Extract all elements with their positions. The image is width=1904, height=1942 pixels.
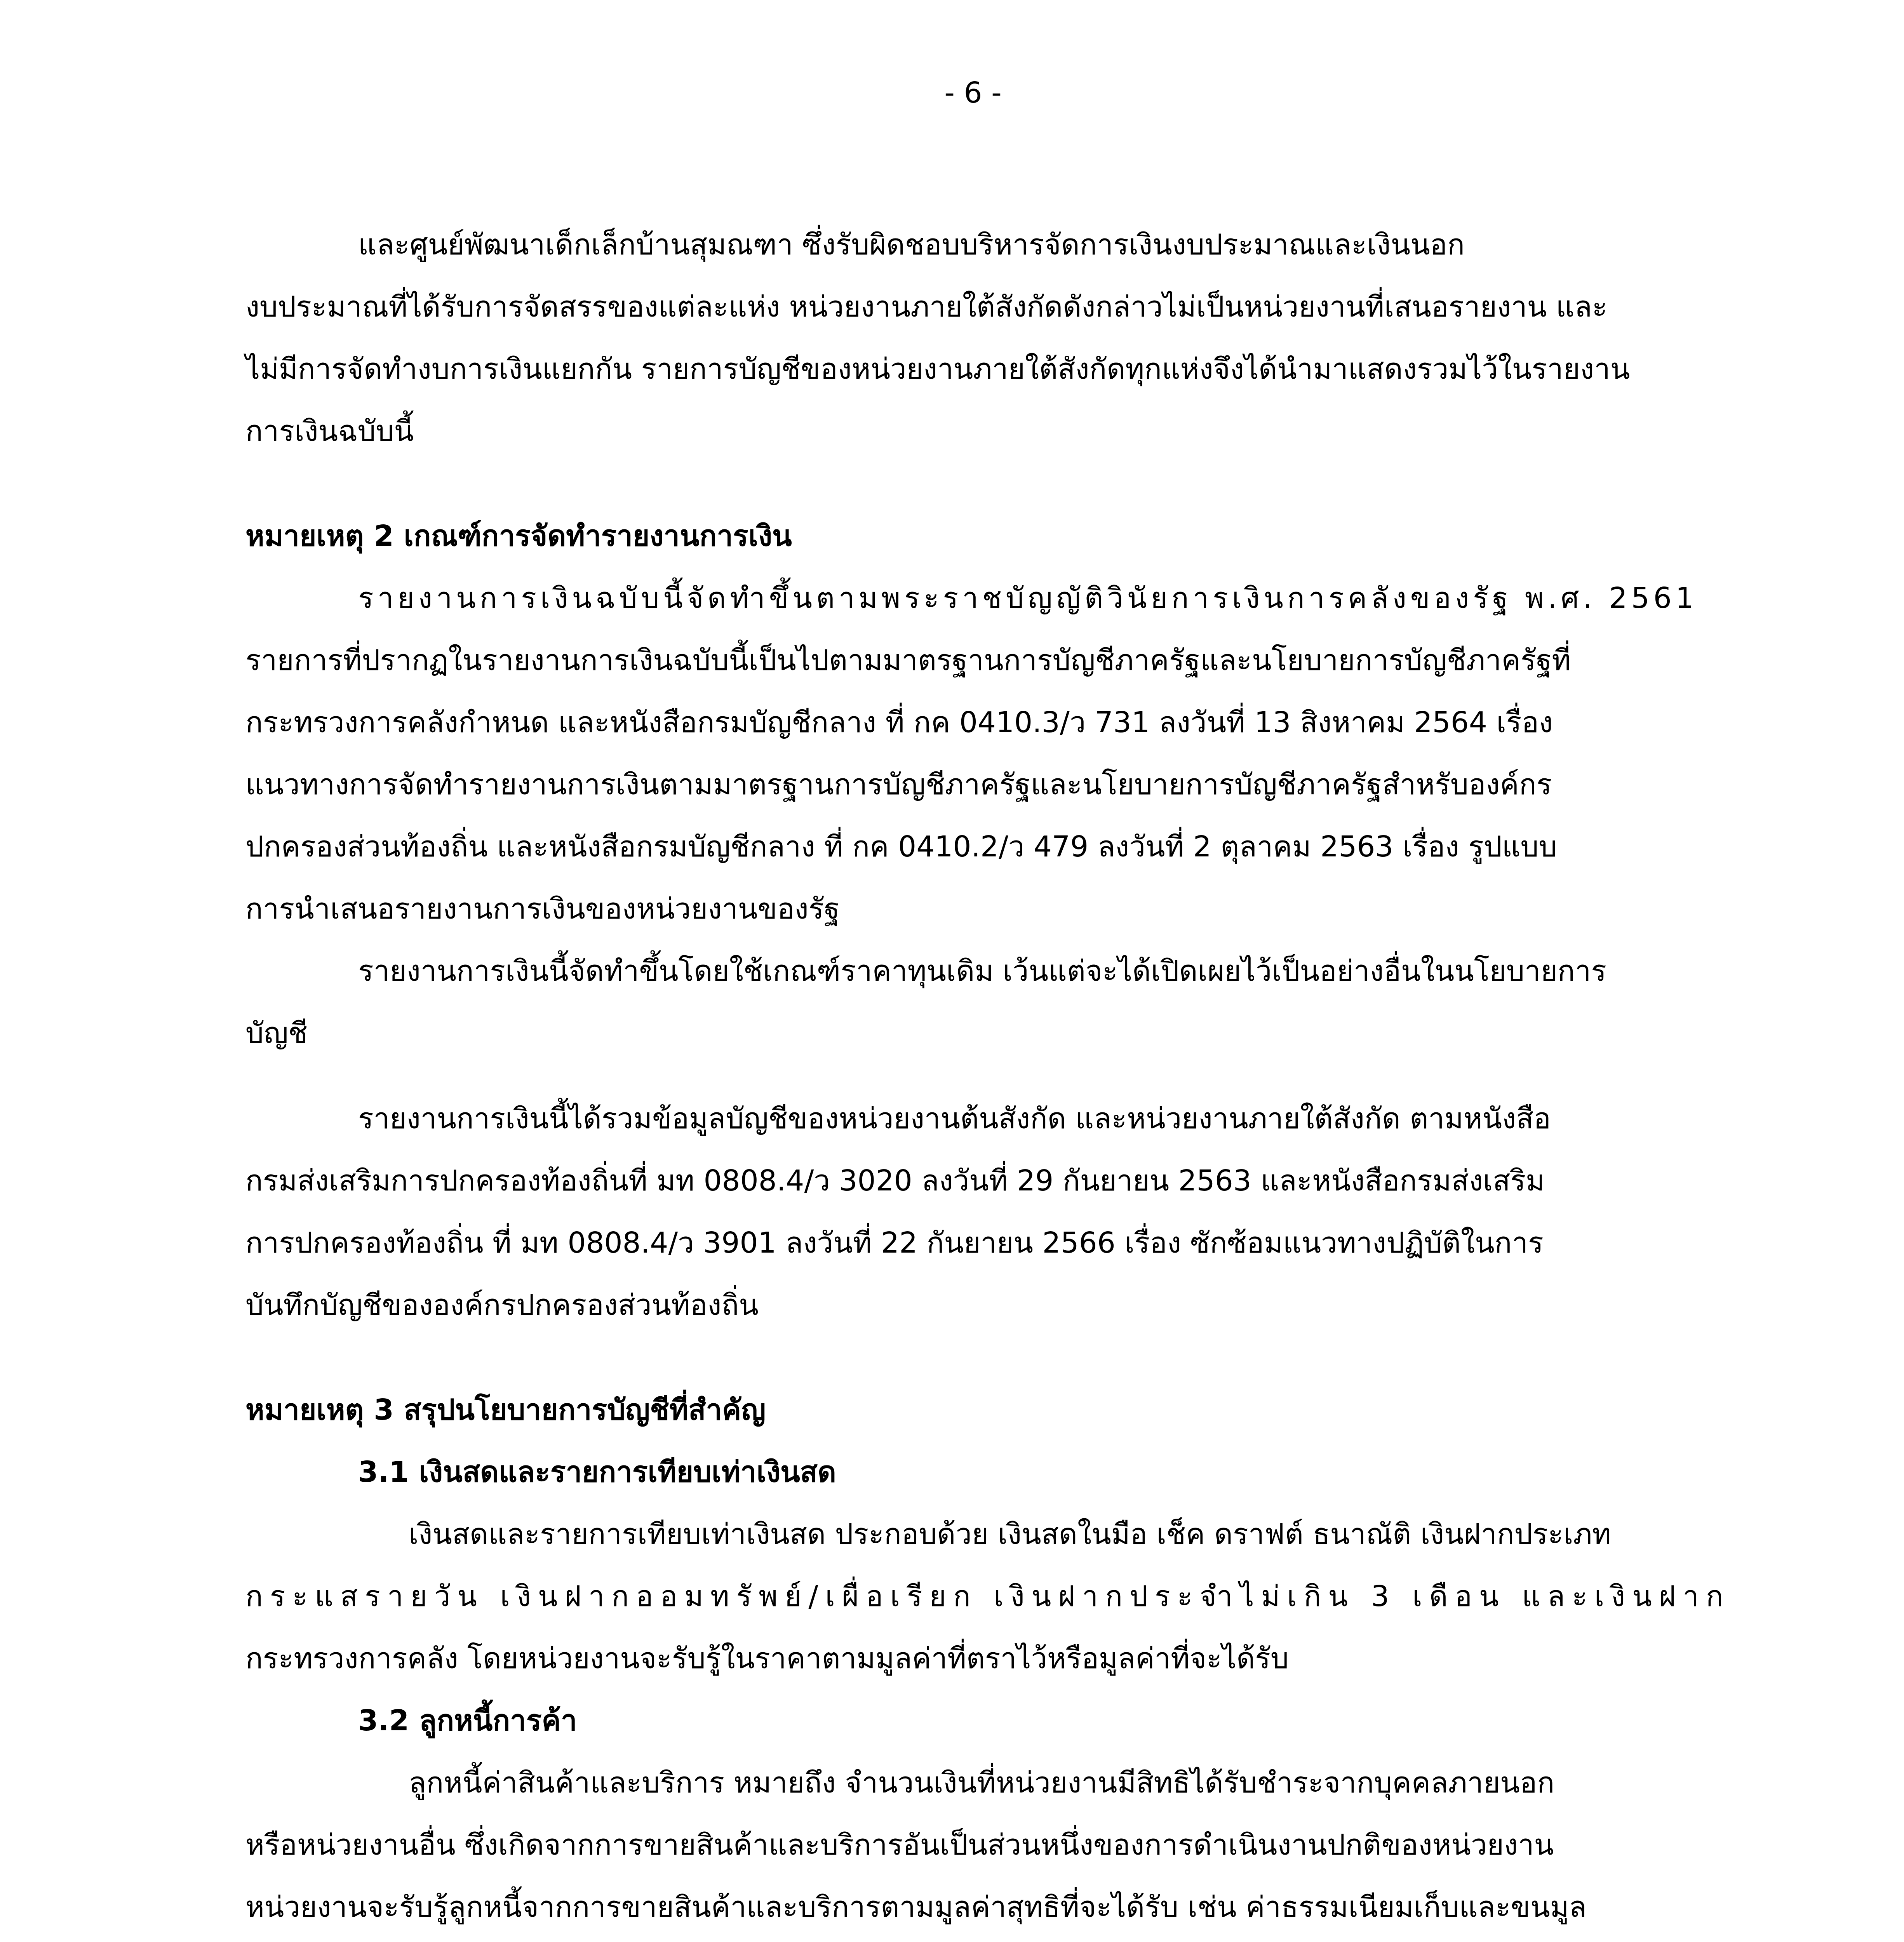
paragraph-line: ไม่มีการจัดทำงบการเงินแยกกัน รายการบัญชีของหน่วยงานภายใต้สังกัดทุกแห่งจึงได้นำมาแสดงรวมไว้ในรายงาน (245, 352, 1630, 386)
note-2-heading: หมายเหตุ 2 เกณฑ์การจัดทำรายงานการเงิน (245, 519, 792, 553)
paragraph-line: ปกครองส่วนท้องถิ่น และหนังสือกรมบัญชีกลาง ที่ กค 0410.2/ว 479 ลงวันที่ 2 ตุลาคม 2563 เรื่อง รูปแบบ (245, 830, 1557, 863)
paragraph-line: แนวทางการจัดทำรายงานการเงินตามมาตรฐานการบัญชีภาครัฐและนโยบายการบัญชีภาครัฐสำหรับองค์กร (245, 768, 1552, 801)
paragraph-line: ลูกหนี้ค่าสินค้าและบริการ หมายถึง จำนวนเงินที่หน่วยงานมีสิทธิได้รับชำระจากบุคคลภายนอก (409, 1766, 1555, 1799)
paragraph-line: งบประมาณที่ได้รับการจัดสรรของแต่ละแห่ง หน่วยงานภายใต้สังกัดดังกล่าวไม่เป็นหน่วยงานที่เสนอรายงาน และ (245, 290, 1608, 324)
paragraph-line (245, 1938, 1694, 1942)
document-body (245, 214, 1730, 1942)
note-2-paragraph-3 (245, 1088, 1694, 1336)
note-3-heading: หมายเหตุ 3 สรุปนโยบายการบัญชีที่สำคัญ (245, 1393, 766, 1427)
page-number: - 6 - (944, 76, 1002, 110)
paragraph-line: กระแสรายวัน เงินฝากออมทรัพย์/เผื่อเรียก เงินฝากประจำไม่เกิน 3 เดือน และเงินฝาก (245, 1580, 1730, 1613)
paragraph-line: รายงานการเงินนี้ได้รวมข้อมูลบัญชีของหน่วยงานต้นสังกัด และหน่วยงานภายใต้สังกัด ตามหนังสือ (358, 1102, 1551, 1135)
paragraph-line: รายการที่ปรากฏในรายงานการเงินฉบับนี้เป็นไปตามมาตรฐานการบัญชีภาครัฐและนโยบายการบัญชีภาครัฐที่ (245, 644, 1571, 677)
paragraph-line: การปกครองท้องถิ่น ที่ มท 0808.4/ว 3901 ลงวันที่ 22 กันยายน 2566 เรื่อง ซักซ้อมแนวทางปฏิบัติในการ (245, 1226, 1544, 1260)
section-3-2 (245, 1690, 1694, 1942)
paragraph-line: เงินสดและรายการเทียบเท่าเงินสด ประกอบด้วย เงินสดในมือ เช็ค ดราฟต์ ธนาณัติ เงินฝากประเภท (409, 1517, 1611, 1551)
paragraph-line: กระทรวงการคลังกำหนด และหนังสือกรมบัญชีกลาง ที่ กค 0410.3/ว 731 ลงวันที่ 13 สิงหาคม 2564 เรื่อง (245, 706, 1553, 739)
paragraph-line: และศูนย์พัฒนาเด็กเล็กบ้านสุมณฑา ซึ่งรับผิดชอบบริหารจัดการเงินงบประมาณและเงินนอก (358, 228, 1465, 261)
section-3-1-heading: 3.1 เงินสดและรายการเทียบเท่าเงินสด (358, 1455, 836, 1489)
paragraph-line: หรือหน่วยงานอื่น ซึ่งเกิดจากการขายสินค้าและบริการอันเป็นส่วนหนึ่งของการดำเนินงานปกติของหน่วยงาน (245, 1828, 1554, 1862)
note-2-paragraph-1 (245, 567, 1698, 940)
intro-paragraph (245, 214, 1694, 462)
paragraph-line: รายงานการเงินฉบับนี้จัดทำขึ้นตามพระราชบัญญัติวินัยการเงินการคลังของรัฐ พ.ศ. 2561 (358, 581, 1698, 615)
paragraph-line: รายงานการเงินนี้จัดทำขึ้นโดยใช้เกณฑ์ราคาทุนเดิม เว้นแต่จะได้เปิดเผยไว้เป็นอย่างอื่นในนโยบายการ (358, 954, 1607, 988)
note-3-section (245, 1379, 1730, 1942)
paragraph-line: หน่วยงานจะรับรู้ลูกหนี้จากการขายสินค้าและบริการตามมูลค่าสุทธิที่จะได้รับ เช่น ค่าธรรมเนียมเก็บและขนมูล (245, 1890, 1587, 1924)
note-2-paragraph-2 (245, 940, 1694, 1064)
paragraph-line: กรมส่งเสริมการปกครองท้องถิ่นที่ มท 0808.4/ว 3020 ลงวันที่ 29 กันยายน 2563 และหนังสือกรมส่งเสริม (245, 1164, 1545, 1197)
section-3-2-heading: 3.2 ลูกหนี้การค้า (358, 1704, 577, 1737)
paragraph-line: บันทึกบัญชีขององค์กรปกครองส่วนท้องถิ่น (245, 1288, 759, 1322)
paragraph-line: บัญชี (245, 1016, 308, 1050)
note-2-section (245, 505, 1698, 1336)
paragraph-line: การเงินฉบับนี้ (245, 414, 414, 448)
section-3-1 (245, 1441, 1730, 1690)
paragraph-line: การนำเสนอรายงานการเงินของหน่วยงานของรัฐ (245, 892, 840, 926)
paragraph-line: กระทรวงการคลัง โดยหน่วยงานจะรับรู้ในราคาตามมูลค่าที่ตราไว้หรือมูลค่าที่จะได้รับ (245, 1642, 1289, 1675)
